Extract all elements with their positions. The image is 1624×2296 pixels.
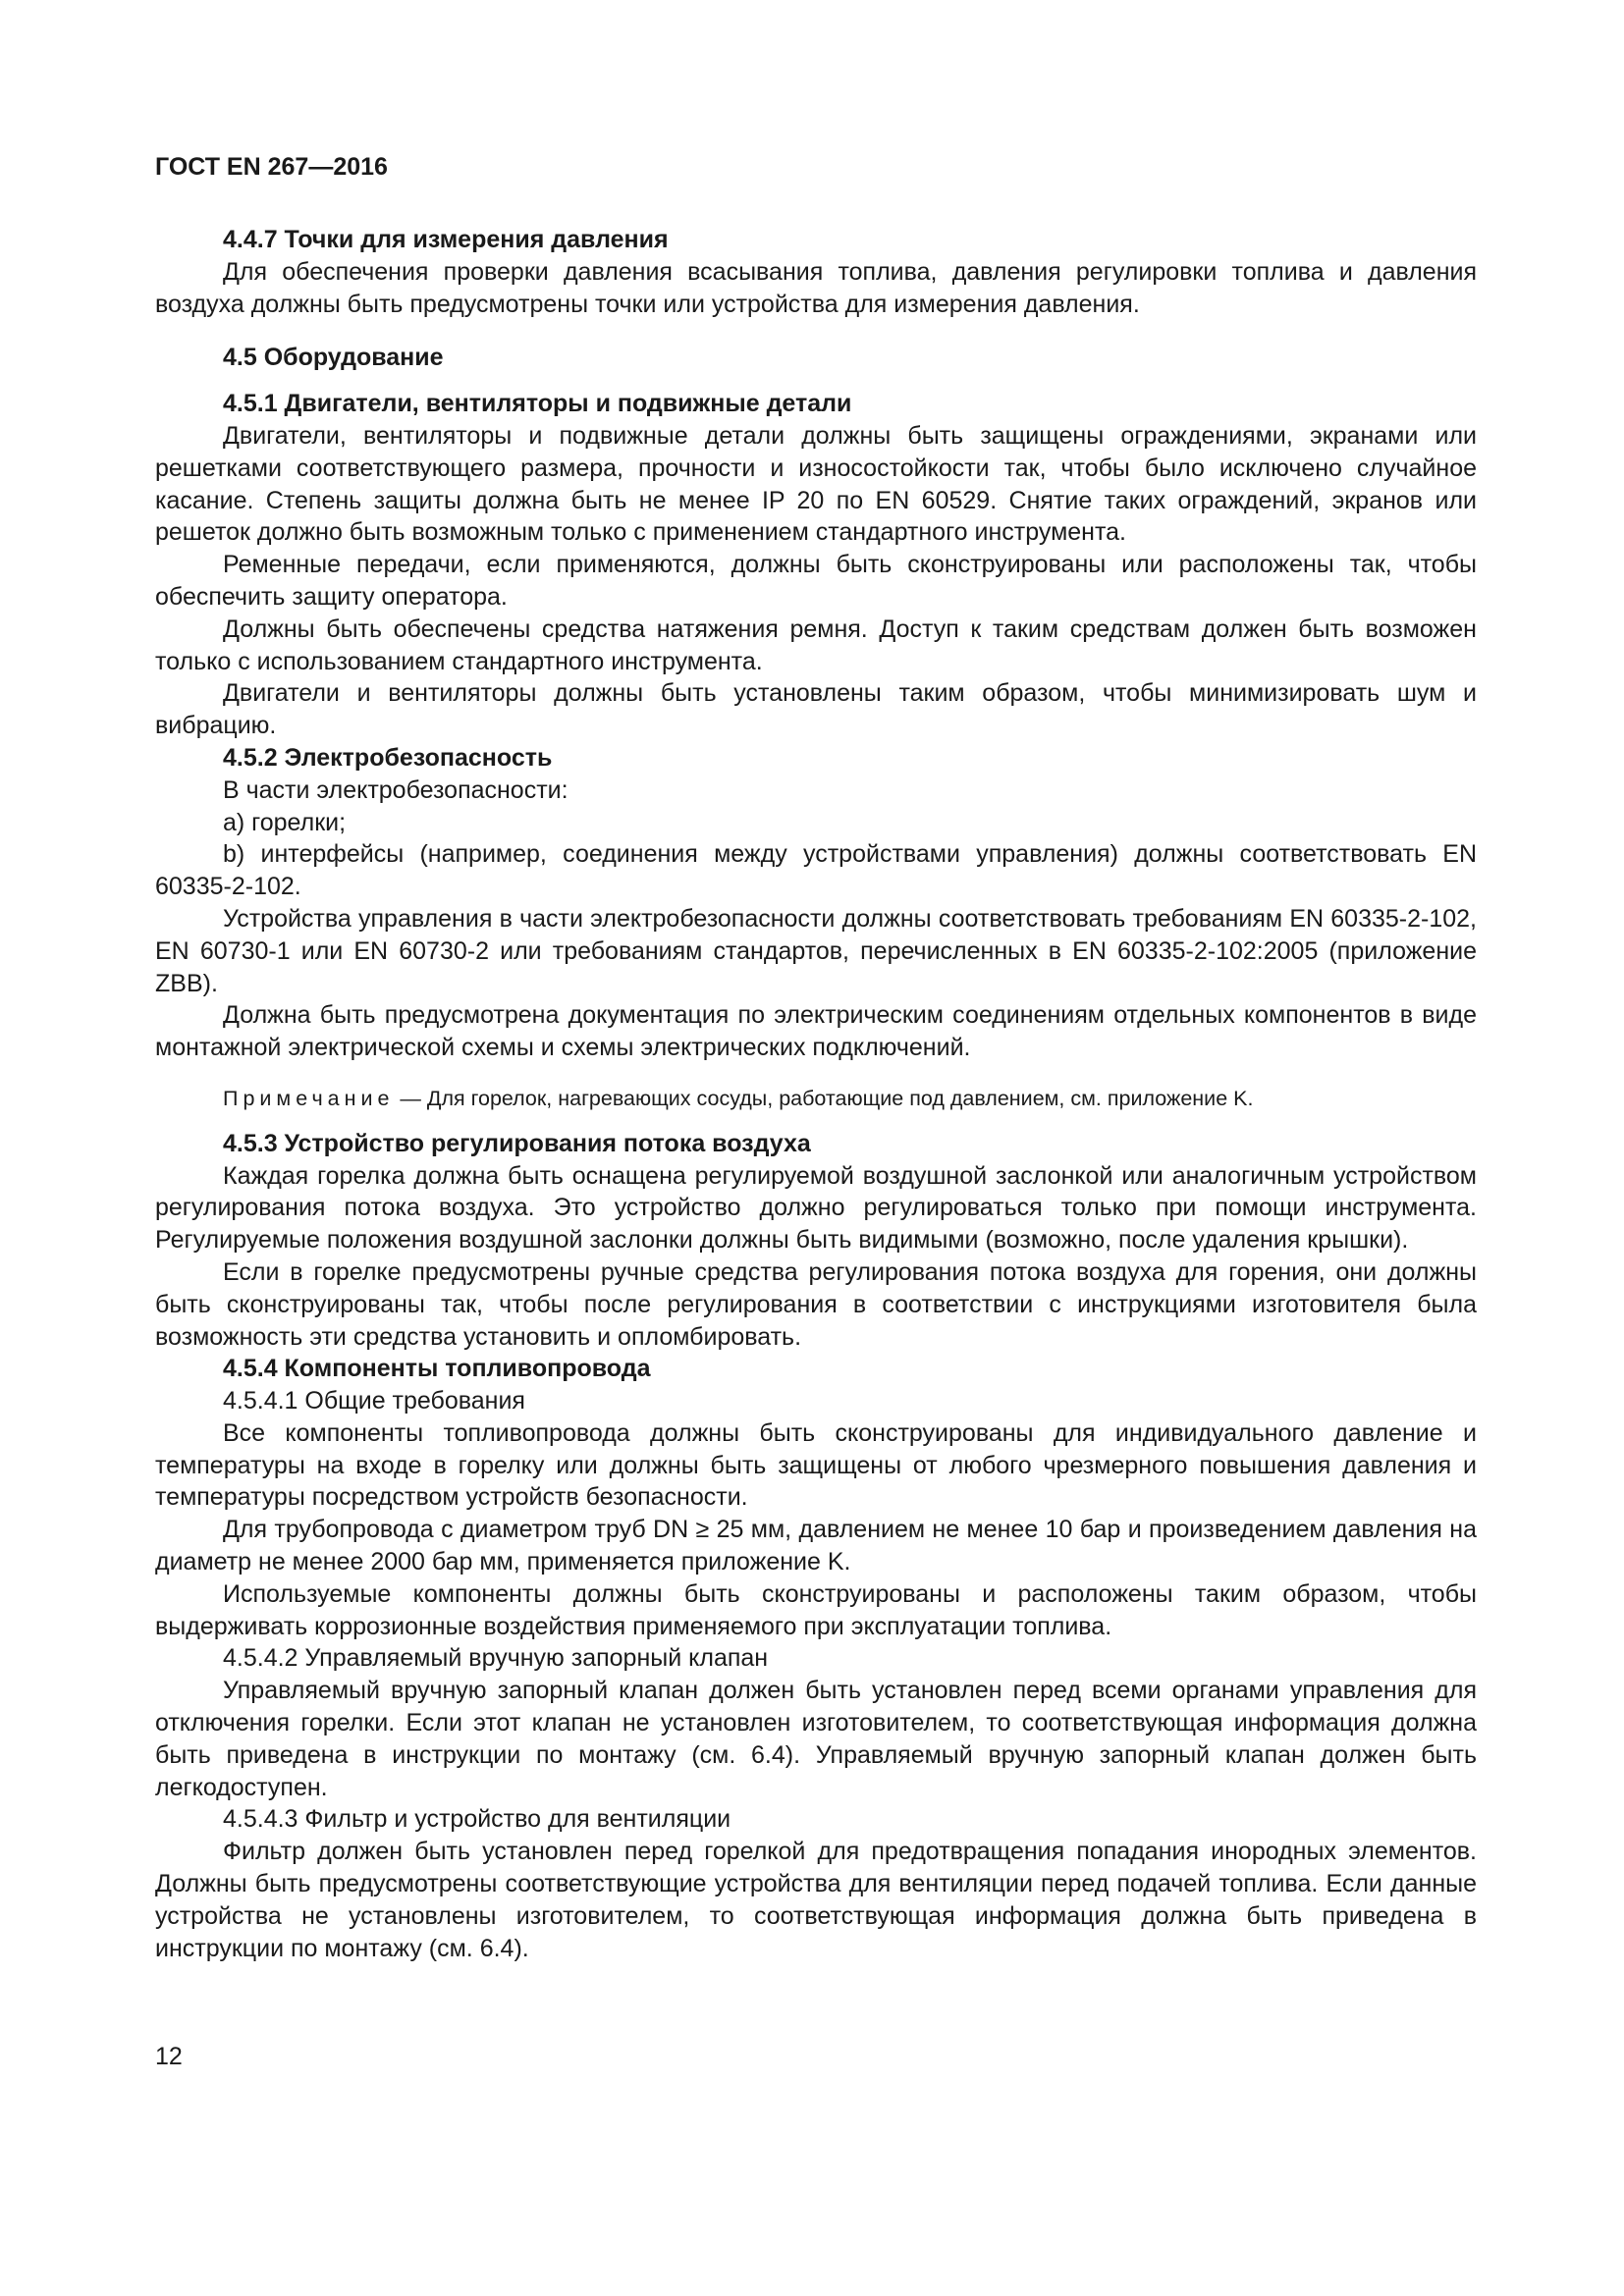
- paragraph: Двигатели и вентиляторы должны быть установлены таким образом, чтобы минимизировать шум и вибрацию.: [155, 679, 1477, 740]
- note: [155, 1083, 1477, 1115]
- note-text: — Для горелок, нагревающих сосуды, работающие под давлением, см. приложение K.: [394, 1086, 1254, 1110]
- list-item: а) горелки;: [223, 808, 347, 836]
- paragraph: Используемые компоненты должны быть сконструированы и расположены таким образом, чтобы выдерживать коррозионные воздействия применяемого при эксплуатации топлива.: [155, 1579, 1477, 1640]
- section-heading: 4.5 Оборудование: [223, 344, 444, 372]
- section-heading: 4.4.7 Точки для измерения давления: [223, 226, 669, 253]
- paragraph: Для обеспечения проверки давления всасывания топлива, давления регулировки топлива и давления воздуха должны быть предусмотрены точки или устройства для измерения давления.: [155, 257, 1477, 318]
- paragraph: Все компоненты топливопровода должны быть сконструированы для индивидуального давление и температуры на входе в горелку или должны быть защищены от любого чрезмерного повышения давления и температуры посредством устройств безопасности.: [155, 1418, 1477, 1512]
- paragraph: Двигатели, вентиляторы и подвижные детали должны быть защищены ограждениями, экранами или решетками соответствующего размера, прочности и износостойкости так, чтобы было исключено случайное касание. Степень защиты должна быть не менее IP 20 по EN 60529. Снятие таких ограждений, экранов или решеток должно быть возможным только с применением стандартного инструмента.: [155, 421, 1477, 547]
- paragraph: Должна быть предусмотрена документация по электрическим соединениям отдельных компонентов в виде монтажной электрической схемы и схемы электрических подключений.: [155, 1001, 1477, 1062]
- document-body: [155, 224, 1477, 1964]
- paragraph: Управляемый вручную запорный клапан должен быть установлен перед всеми органами управления для отключения горелки. Если этот клапан не установлен изготовителем, то соответствующая информация должна быть приведена в инструкции по монтажу (см. 6.4). Управляемый вручную запорный клапан должен быть легкодоступен.: [155, 1677, 1477, 1801]
- document-header: ГОСТ EN 267—2016: [155, 153, 388, 181]
- subsection-heading: 4.5.4.1 Общие требования: [223, 1387, 525, 1415]
- section-heading: 4.5.4 Компоненты топливопровода: [223, 1355, 651, 1383]
- subsection-heading: 4.5.4.3 Фильтр и устройство для вентиляции: [223, 1805, 731, 1834]
- paragraph: Должны быть обеспечены средства натяжения ремня. Доступ к таким средствам должен быть возможен только с использованием стандартного инструмента.: [155, 614, 1477, 675]
- section-heading: 4.5.3 Устройство регулирования потока воздуха: [223, 1129, 811, 1157]
- subsection-heading: 4.5.4.2 Управляемый вручную запорный клапан: [223, 1644, 769, 1673]
- paragraph: Если в горелке предусмотрены ручные средства регулирования потока воздуха для горения, они должны быть сконструированы так, чтобы после регулирования в соответствии с инструкциями изготовителя была возможность эти средства установить и опломбировать.: [155, 1257, 1477, 1351]
- paragraph: Каждая горелка должна быть оснащена регулируемой воздушной заслонкой или аналогичным устройством регулирования потока воздуха. Это устройство должно регулироваться только при помощи инструмента. Регулируемые положения воздушной заслонки должны быть видимыми (возможно, после удаления крышки).: [155, 1161, 1477, 1255]
- section-heading: 4.5.1 Двигатели, вентиляторы и подвижные детали: [223, 390, 852, 418]
- paragraph: Фильтр должен быть установлен перед горелкой для предотвращения попадания инородных элементов. Должны быть предусмотрены соответствующие устройства для вентиляции перед подачей топлива. Если данные устройства не установлены изготовителем, то соответствующая информация должна быть приведена в инструкции по монтажу (см. 6.4).: [155, 1838, 1477, 1962]
- list-item: b) интерфейсы (например, соединения между устройствами управления) должны соответствовать EN 60335-2-102.: [155, 840, 1477, 901]
- note-label: Примечание: [223, 1086, 395, 1110]
- paragraph: Ременные передачи, если применяются, должны быть сконструированы или расположены так, чтобы обеспечить защиту оператора.: [155, 551, 1477, 611]
- section-heading: 4.5.2 Электробезопасность: [223, 743, 553, 772]
- paragraph: Для трубопровода с диаметром труб DN ≥ 25 мм, давлением не менее 10 бар и произведением давления на диаметр не менее 2000 бар мм, применяется приложение K.: [155, 1516, 1477, 1576]
- paragraph: Устройства управления в части электробезопасности должны соответствовать требованиям EN 60335-2-102, EN 60730-1 или EN 60730-2 или требованиям стандартов, перечисленных в EN 60335-2-102:2005 (приложение ZBB).: [155, 904, 1477, 997]
- page-number: 12: [155, 2043, 183, 2070]
- paragraph: В части электробезопасности:: [223, 775, 568, 804]
